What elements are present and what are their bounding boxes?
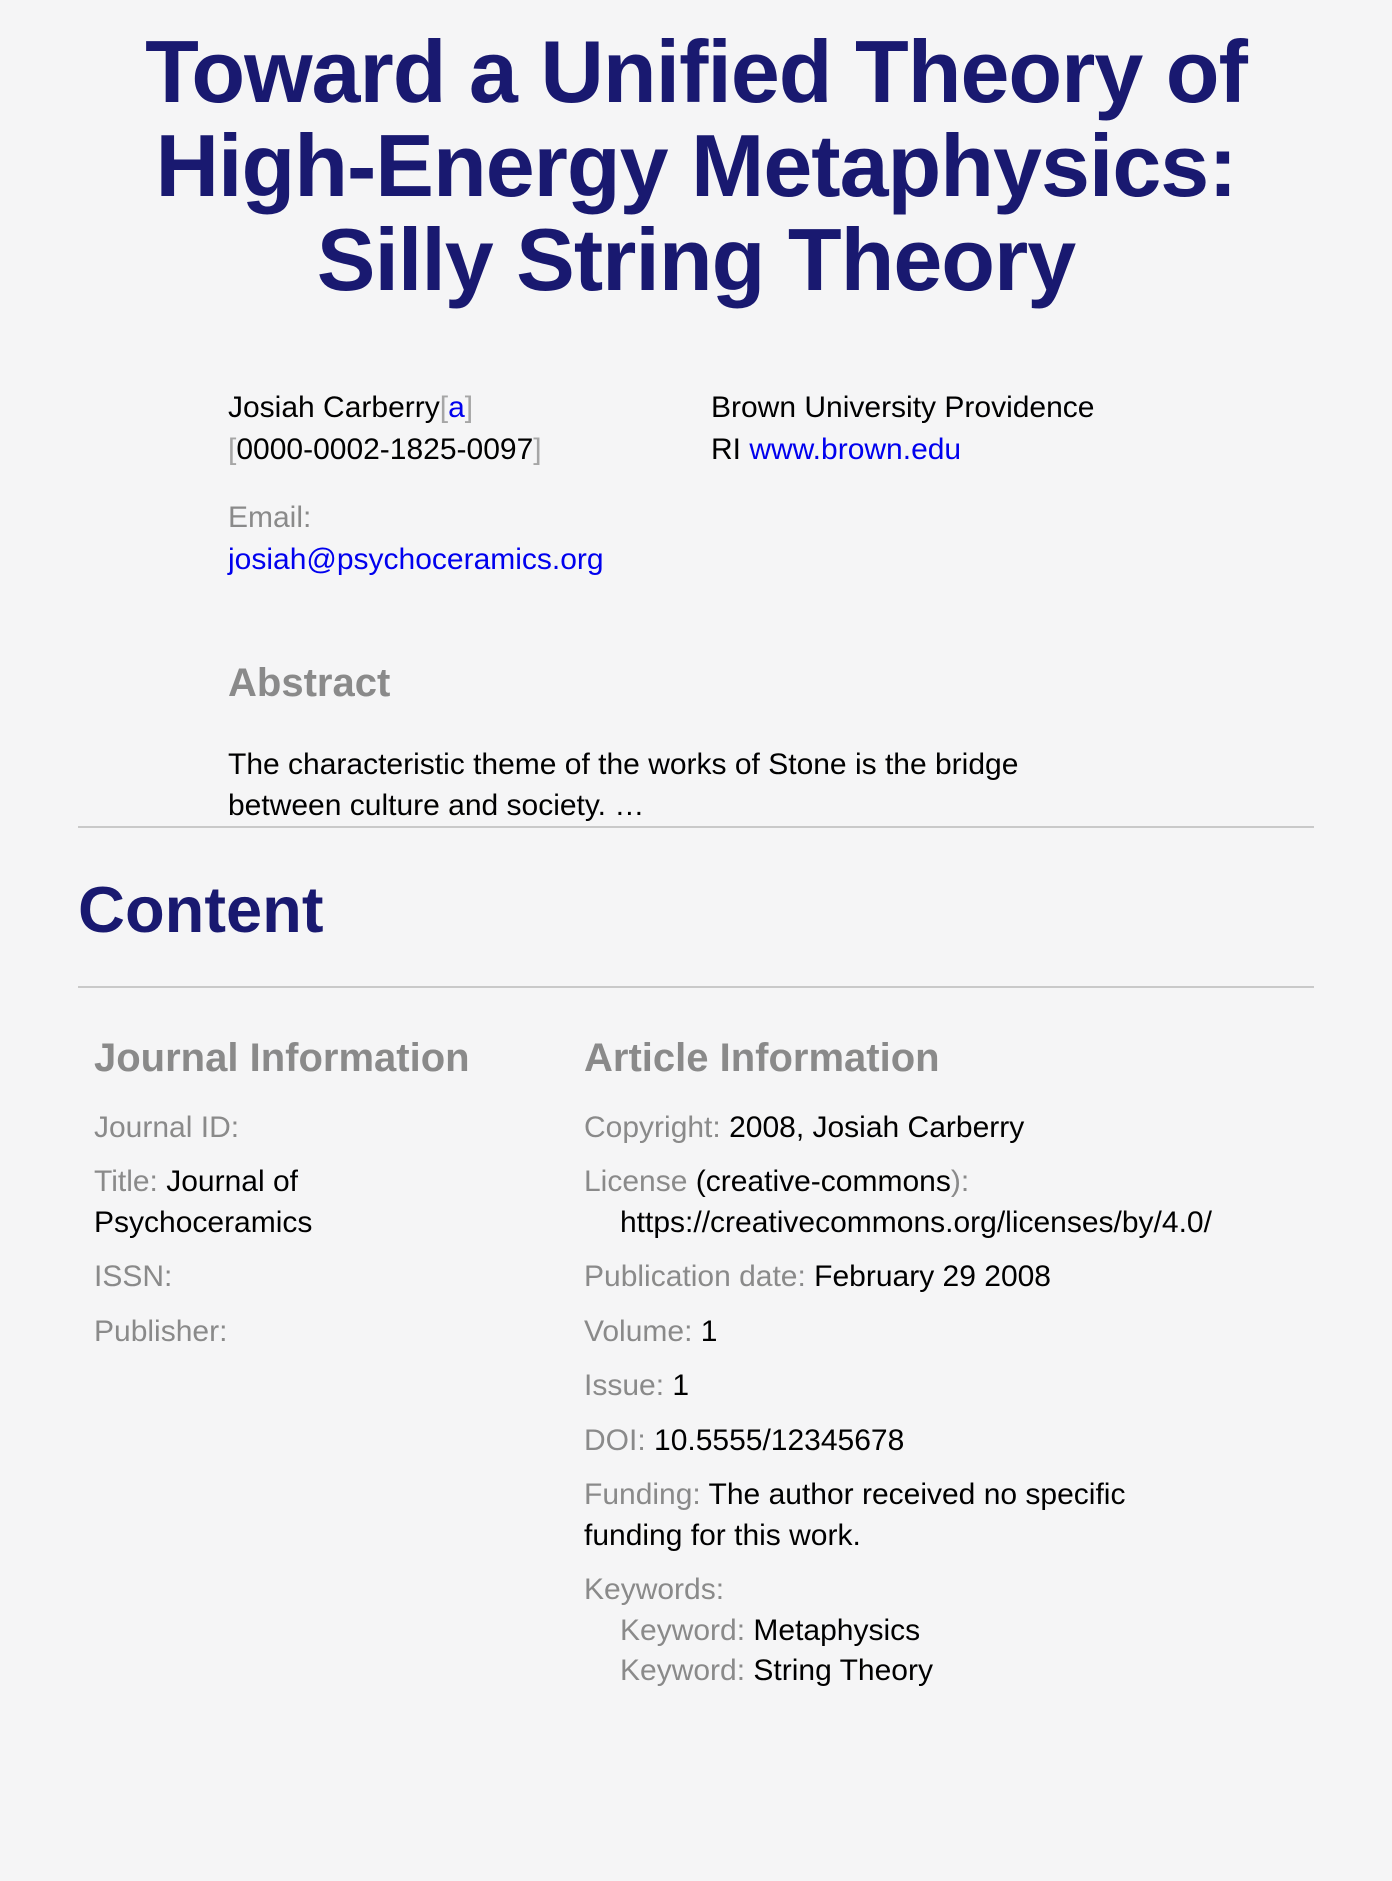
copyright-label: Copyright: xyxy=(584,1110,721,1144)
article-information xyxy=(584,988,1314,1706)
issue-row xyxy=(584,1366,1206,1407)
publication-date-value: February 29 2008 xyxy=(814,1260,1051,1294)
article-information-heading: Article Information xyxy=(584,1035,940,1080)
orcid-close-bracket: ] xyxy=(533,433,542,467)
license-paren-close: ): xyxy=(950,1165,970,1199)
publication-date-row xyxy=(584,1257,1206,1298)
funding-label: Funding: xyxy=(584,1478,701,1512)
orcid-open-bracket: [ xyxy=(228,433,237,467)
copyright-row xyxy=(584,1108,1206,1149)
page-title xyxy=(78,22,1314,310)
keywords-row xyxy=(584,1570,1206,1692)
email-link[interactable]: josiah@psychoceramics.org xyxy=(228,543,604,577)
keyword-label: Keyword: xyxy=(620,1613,746,1647)
author-orcid-line xyxy=(228,429,711,471)
license-label-line xyxy=(584,1162,1206,1203)
funding-value: The author received no specific funding for this work. xyxy=(584,1478,1126,1552)
issue-label: Issue: xyxy=(584,1369,665,1403)
orcid-value: 0000-0002-1825-0097 xyxy=(236,433,534,467)
author-affiliation xyxy=(711,387,1119,471)
publication-date-label: Publication date: xyxy=(584,1260,806,1294)
abstract-heading: Abstract xyxy=(228,661,391,706)
journal-publisher-row xyxy=(94,1312,454,1353)
copyright-value: 2008, Josiah Carberry xyxy=(729,1110,1025,1144)
keyword-item xyxy=(584,1651,1206,1692)
author-name-line xyxy=(228,387,711,429)
journal-publisher-label: Publisher: xyxy=(94,1314,228,1348)
license-type-wrap xyxy=(696,1165,951,1198)
license-url: https://creativecommons.org/licenses/by/4.0/ xyxy=(620,1205,1212,1239)
affiliation-website-link[interactable]: www.brown.edu xyxy=(749,433,962,467)
author-block xyxy=(228,387,1314,471)
doi-label: DOI: xyxy=(584,1423,646,1457)
license-label: License xyxy=(584,1165,688,1199)
journal-title-value: Journal of Psychoceramics xyxy=(94,1165,313,1239)
journal-id-row xyxy=(94,1108,454,1149)
info-section xyxy=(78,988,1314,1706)
volume-label: Volume: xyxy=(584,1314,693,1348)
journal-title-label: Title: xyxy=(94,1165,158,1199)
title-line-3: Silly String Theory xyxy=(316,210,1076,310)
keyword-value: Metaphysics xyxy=(753,1613,921,1647)
author-footnote-link[interactable]: a xyxy=(448,391,465,425)
journal-information xyxy=(94,988,584,1706)
footnote-close-bracket: ] xyxy=(464,391,474,425)
title-line-1: Toward a Unified Theory of xyxy=(145,22,1247,121)
affiliation-text: Brown University Providence RI xyxy=(711,391,1095,467)
journal-issn-row xyxy=(94,1257,454,1298)
front-matter xyxy=(228,387,1314,826)
journal-id-label: Journal ID: xyxy=(94,1110,240,1144)
author-identity xyxy=(228,387,711,471)
volume-value: 1 xyxy=(700,1314,718,1348)
author-name: Josiah Carberry xyxy=(228,391,440,425)
doi-value: 10.5555/12345678 xyxy=(654,1423,905,1457)
title-line-2: High-Energy Metaphysics: xyxy=(155,116,1237,216)
author-email-block xyxy=(228,497,1314,581)
journal-information-heading: Journal Information xyxy=(94,1035,470,1080)
license-type: creative-commons xyxy=(705,1165,951,1199)
divider-top xyxy=(78,826,1314,828)
volume-row xyxy=(584,1312,1206,1353)
article-preview-page xyxy=(78,22,1314,1706)
license-row xyxy=(584,1162,1212,1243)
footnote-open-bracket: [ xyxy=(439,391,449,425)
keyword-value: String Theory xyxy=(753,1654,933,1688)
doi-row xyxy=(584,1421,1206,1462)
keyword-label: Keyword: xyxy=(620,1654,746,1688)
keyword-item xyxy=(584,1611,1206,1652)
abstract-text: The characteristic theme of the works of Stone is the bridge between culture and society. … xyxy=(228,748,1019,822)
content-heading: Content xyxy=(78,873,324,947)
issue-value: 1 xyxy=(672,1369,690,1403)
journal-issn-label: ISSN: xyxy=(94,1260,173,1294)
funding-row xyxy=(584,1475,1206,1556)
keywords-label: Keywords: xyxy=(584,1573,725,1607)
email-label: Email: xyxy=(228,501,312,535)
license-paren-open: ( xyxy=(695,1165,706,1199)
journal-title-row xyxy=(94,1162,454,1243)
